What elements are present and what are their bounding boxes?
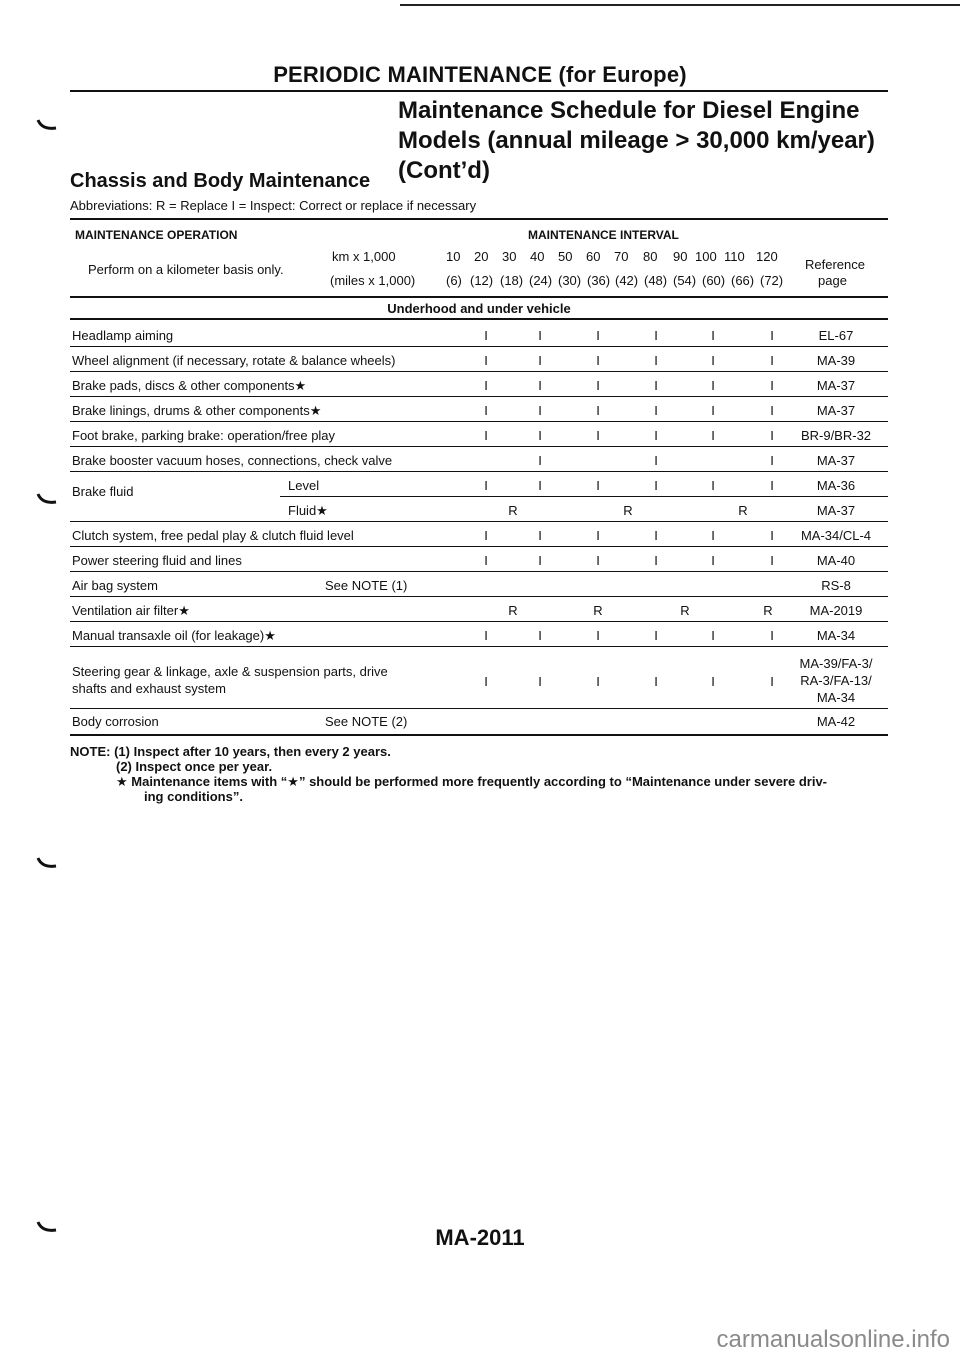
row-operation: Brake booster vacuum hoses, connections, check valve	[72, 453, 393, 468]
miles-value: (30)	[558, 273, 582, 288]
row-operation: Steering gear & linkage, axle & suspension parts, drive	[72, 664, 388, 679]
interval-mark: I	[538, 528, 542, 543]
notes-block	[70, 744, 827, 804]
row-reference: MA-37	[816, 503, 856, 518]
row-operation: Power steering fluid and lines	[72, 553, 242, 568]
group-title: Underhood and under vehicle	[387, 301, 571, 316]
group-rule	[70, 318, 888, 320]
interval-mark: I	[484, 403, 488, 418]
row-operation: Manual transaxle oil (for leakage)★	[72, 628, 276, 643]
interval-mark: I	[711, 328, 715, 343]
interval-mark: I	[711, 403, 715, 418]
row-reference: MA-37	[816, 403, 856, 418]
km-label: km x 1,000	[332, 249, 396, 264]
row-note-ref: See NOTE (1)	[325, 578, 408, 593]
row-divider	[70, 571, 888, 572]
interval-mark: I	[484, 674, 488, 689]
miles-value: (36)	[587, 273, 611, 288]
interval-mark: R	[508, 503, 518, 518]
interval-mark: I	[770, 478, 774, 493]
row-divider	[70, 421, 888, 422]
interval-mark: I	[654, 378, 658, 393]
interval-mark: I	[770, 528, 774, 543]
row-operation-line-2: shafts and exhaust system	[72, 681, 226, 696]
interval-mark: I	[770, 378, 774, 393]
km-value: 50	[558, 249, 573, 264]
row-divider	[70, 521, 888, 522]
row-note-ref: See NOTE (2)	[325, 714, 408, 729]
table-top-rule	[70, 218, 888, 220]
interval-mark: I	[596, 674, 600, 689]
interval-mark: I	[770, 403, 774, 418]
miles-value: (6)	[446, 273, 462, 288]
row-operation: Air bag system	[72, 578, 158, 593]
interval-mark: I	[770, 553, 774, 568]
row-operation: Body corrosion	[72, 714, 159, 729]
row-operation: Headlamp aiming	[72, 328, 174, 343]
interval-mark: I	[654, 353, 658, 368]
header-bottom-rule	[70, 296, 888, 298]
row-reference: EL-67	[818, 328, 854, 343]
row-reference: MA-37	[816, 378, 856, 393]
miles-value: (18)	[500, 273, 524, 288]
interval-mark: R	[680, 603, 690, 618]
row-divider	[70, 346, 888, 347]
km-value: 10	[446, 249, 461, 264]
interval-mark: I	[770, 453, 774, 468]
row-divider	[70, 546, 888, 547]
interval-mark: I	[711, 428, 715, 443]
row-sub-operation: Level	[288, 478, 320, 493]
table-bottom-rule	[70, 734, 888, 736]
interval-mark: I	[770, 428, 774, 443]
scan-edge-line	[400, 4, 960, 6]
row-divider	[70, 371, 888, 372]
interval-mark: I	[538, 453, 542, 468]
interval-mark: I	[484, 478, 488, 493]
row-reference: MA-39	[816, 353, 856, 368]
km-value: 100	[695, 249, 717, 264]
row-reference: MA-40	[816, 553, 856, 568]
row-reference: MA-34	[816, 628, 856, 643]
miles-value: (66)	[731, 273, 755, 288]
interval-mark: I	[711, 628, 715, 643]
note-3: ★ Maintenance items with “★” should be performed more frequently according to “Maintenance under severe driv-	[116, 774, 828, 789]
km-value: 20	[474, 249, 489, 264]
interval-mark: I	[538, 628, 542, 643]
interval-mark: I	[484, 378, 488, 393]
interval-mark: I	[596, 528, 600, 543]
section-title: Chassis and Body Maintenance	[70, 170, 371, 192]
interval-mark: I	[654, 403, 658, 418]
km-value: 80	[643, 249, 658, 264]
row-operation: Clutch system, free pedal play & clutch fluid level	[72, 528, 354, 543]
note-3-continued: ing conditions”.	[144, 789, 243, 804]
interval-mark: I	[654, 553, 658, 568]
interval-mark: I	[654, 478, 658, 493]
row-operation: Brake linings, drums & other components★	[72, 403, 322, 418]
row-divider	[280, 496, 888, 497]
row-reference-line-3: MA-34	[816, 690, 856, 705]
row-reference: MA-2019	[809, 603, 863, 618]
bookmark-tick-icon	[36, 118, 58, 132]
row-operation: Foot brake, parking brake: operation/free play	[72, 428, 336, 443]
interval-mark: I	[596, 553, 600, 568]
interval-mark: I	[654, 428, 658, 443]
km-value: 120	[756, 249, 778, 264]
row-divider	[70, 471, 888, 472]
interval-mark: R	[738, 503, 748, 518]
notes-label: NOTE:	[70, 744, 111, 759]
reference-label: Reference	[805, 257, 865, 272]
interval-mark: I	[538, 328, 542, 343]
miles-value: (42)	[615, 273, 639, 288]
interval-mark: I	[538, 478, 542, 493]
row-divider	[70, 646, 888, 647]
row-reference: MA-34/CL-4	[800, 528, 872, 543]
row-operation: Wheel alignment (if necessary, rotate & balance wheels)	[72, 353, 396, 368]
row-reference: MA-36	[816, 478, 856, 493]
col-interval-header: MAINTENANCE INTERVAL	[528, 228, 679, 242]
interval-mark: I	[538, 674, 542, 689]
row-reference: MA-42	[816, 714, 856, 729]
interval-mark: I	[711, 528, 715, 543]
col-operation-header: MAINTENANCE OPERATION	[75, 228, 238, 242]
interval-mark: I	[654, 528, 658, 543]
row-divider	[70, 446, 888, 447]
row-divider	[70, 396, 888, 397]
miles-value: (12)	[470, 273, 494, 288]
miles-value: (60)	[702, 273, 726, 288]
interval-mark: I	[596, 403, 600, 418]
interval-mark: I	[770, 628, 774, 643]
interval-mark: I	[654, 628, 658, 643]
row-reference: MA-39/FA-3/	[799, 656, 873, 671]
km-value: 70	[614, 249, 629, 264]
row-operation: Ventilation air filter★	[72, 603, 190, 618]
row-reference-line-2: RA-3/FA-13/	[800, 673, 872, 688]
subtitle-line-3: (Cont’d)	[398, 157, 490, 184]
km-value: 60	[586, 249, 601, 264]
perform-note: Perform on a kilometer basis only.	[88, 262, 284, 277]
interval-mark: I	[484, 528, 488, 543]
km-value: 40	[530, 249, 545, 264]
bookmark-tick-icon	[36, 492, 58, 506]
row-operation: Brake fluid	[72, 484, 134, 499]
row-reference: BR-9/BR-32	[800, 428, 872, 443]
interval-mark: I	[711, 553, 715, 568]
interval-mark: I	[770, 674, 774, 689]
interval-mark: I	[711, 478, 715, 493]
miles-value: (48)	[644, 273, 668, 288]
interval-mark: I	[654, 674, 658, 689]
interval-mark: I	[596, 428, 600, 443]
interval-mark: I	[596, 378, 600, 393]
row-sub-operation: Fluid★	[288, 503, 328, 518]
interval-mark: I	[596, 478, 600, 493]
interval-mark: I	[711, 353, 715, 368]
interval-mark: I	[484, 328, 488, 343]
row-reference: RS-8	[821, 578, 851, 593]
row-reference: MA-37	[816, 453, 856, 468]
watermark: carmanualsonline.info	[716, 1326, 950, 1353]
interval-mark: I	[538, 428, 542, 443]
interval-mark: I	[484, 553, 488, 568]
miles-value: (24)	[529, 273, 553, 288]
page-label: page	[818, 273, 847, 288]
interval-mark: I	[484, 628, 488, 643]
interval-mark: I	[538, 403, 542, 418]
subtitle-line-2: Models (annual mileage > 30,000 km/year)	[398, 127, 875, 154]
bookmark-tick-icon	[36, 856, 58, 870]
row-divider	[70, 621, 888, 622]
subtitle-line-1: Maintenance Schedule for Diesel Engine	[398, 97, 860, 124]
interval-mark: I	[770, 353, 774, 368]
note-1: (1) Inspect after 10 years, then every 2 years.	[114, 744, 391, 759]
interval-mark: I	[596, 628, 600, 643]
row-operation: Brake pads, discs & other components★	[72, 378, 307, 393]
miles-value: (72)	[760, 273, 784, 288]
interval-mark: R	[763, 603, 773, 618]
miles-label: (miles x 1,000)	[330, 273, 416, 288]
km-value: 110	[724, 249, 745, 264]
interval-mark: I	[711, 378, 715, 393]
interval-mark: I	[538, 553, 542, 568]
interval-mark: R	[593, 603, 603, 618]
interval-mark: I	[654, 453, 658, 468]
abbreviations-legend: Abbreviations: R = Replace I = Inspect: Correct or replace if necessary	[70, 198, 477, 213]
km-value: 30	[502, 249, 517, 264]
interval-mark: I	[711, 674, 715, 689]
interval-mark: I	[484, 353, 488, 368]
interval-mark: I	[770, 328, 774, 343]
interval-mark: R	[623, 503, 633, 518]
note-2: (2) Inspect once per year.	[116, 759, 273, 774]
miles-value: (54)	[673, 273, 697, 288]
page-header-title: PERIODIC MAINTENANCE (for Europe)	[273, 62, 687, 87]
interval-mark: I	[538, 353, 542, 368]
row-divider	[70, 596, 888, 597]
interval-mark: I	[596, 353, 600, 368]
interval-mark: R	[508, 603, 518, 618]
km-value: 90	[673, 249, 688, 264]
interval-mark: I	[538, 378, 542, 393]
page-number: MA-2011	[435, 1225, 525, 1250]
interval-mark: I	[484, 428, 488, 443]
interval-mark: I	[596, 328, 600, 343]
page-subtitle	[398, 96, 875, 186]
interval-mark: I	[654, 328, 658, 343]
row-divider	[70, 708, 888, 709]
header-rule	[70, 90, 888, 92]
